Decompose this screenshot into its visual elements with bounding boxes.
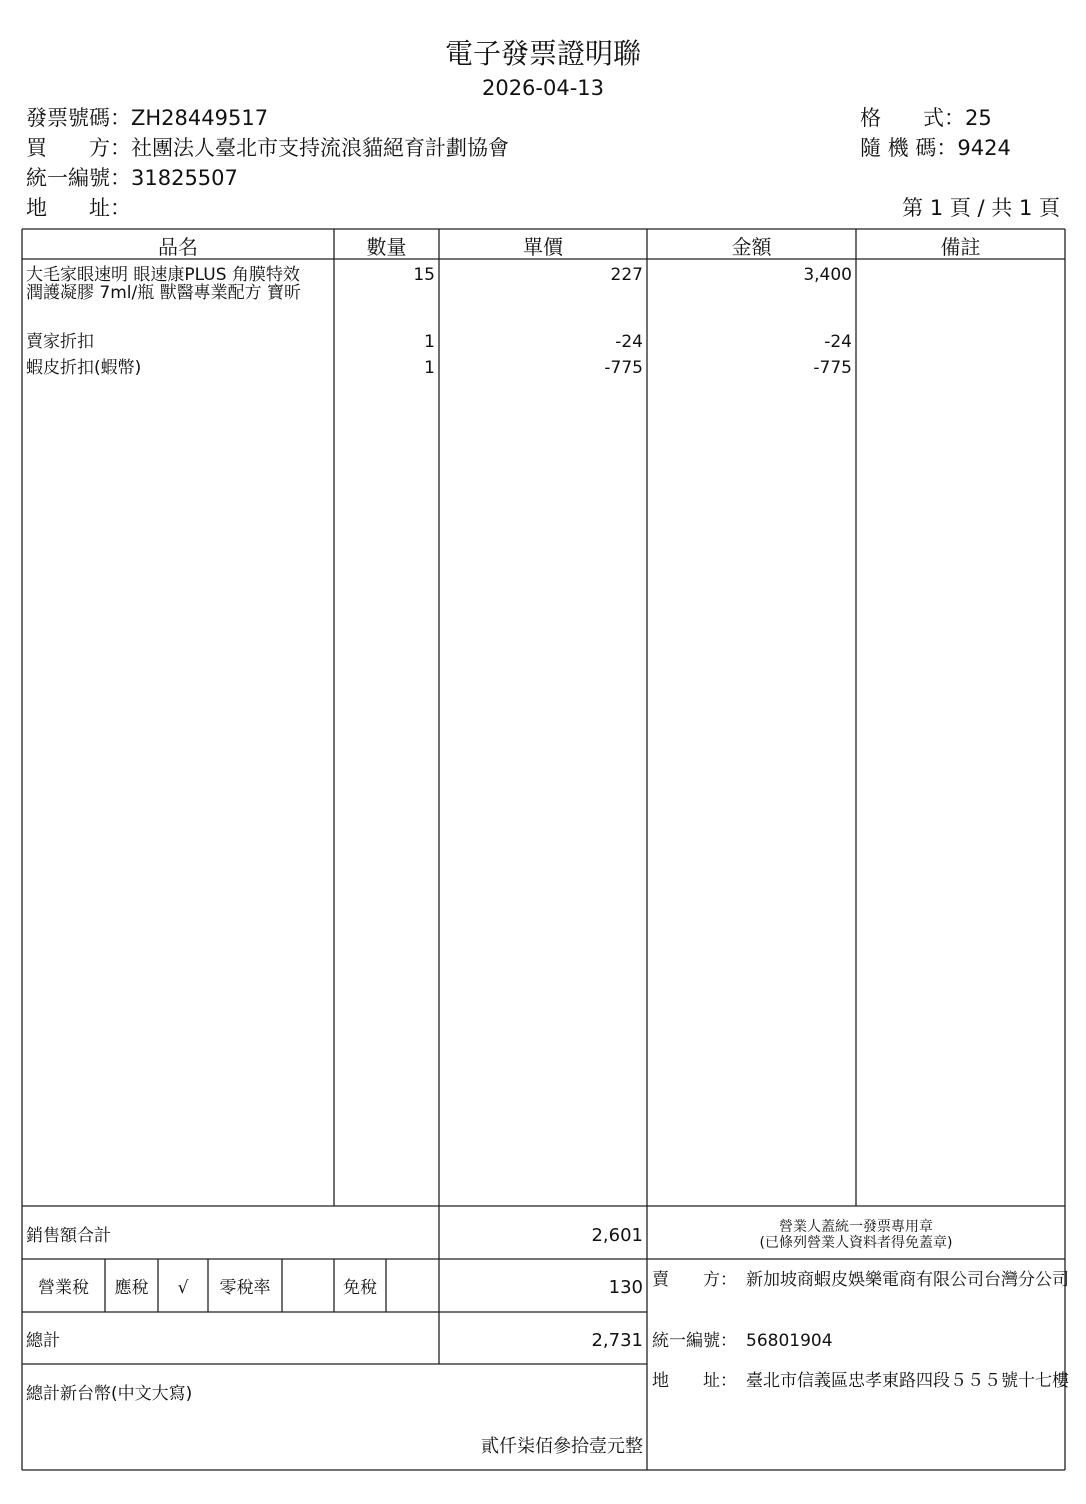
taxable-checkmark: √ <box>177 1278 189 1298</box>
random-code-row <box>860 134 1011 162</box>
table-row-amount: 3,400 <box>803 265 852 285</box>
sales-total-label: 銷售額合計 <box>26 1226 111 1246</box>
buyer-row <box>26 134 509 162</box>
table-row-item-name: 大毛家眼速明 眼速康PLUS 角膜特效潤護凝膠 7ml/瓶 獸醫專業配方 寶昕 <box>26 265 302 303</box>
table-row-item-name: 賣家折扣 <box>26 332 94 352</box>
seller-name-label: 賣 方： <box>652 1270 737 1290</box>
chinese-total-label: 總計新台幣(中文大寫) <box>26 1384 193 1404</box>
grand-total-value: 2,731 <box>591 1330 643 1351</box>
table-row-quantity: 1 <box>424 332 435 352</box>
format-row <box>860 104 992 132</box>
stamp-note-line1: 營業人蓋統一發票專用章 <box>779 1219 933 1235</box>
buyer-address-row <box>26 194 131 222</box>
buyer-address-label: 地 址： <box>26 196 131 220</box>
random-code: 9424 <box>957 136 1011 160</box>
table-row-amount: -24 <box>824 332 852 352</box>
invoice-number-row <box>26 104 268 132</box>
table-row-item-name: 蝦皮折扣(蝦幣) <box>26 358 142 378</box>
column-header-unit-price: 單價 <box>523 235 563 259</box>
invoice-title: 電子發票證明聯 <box>444 37 641 70</box>
random-code-label: 隨 機 碼： <box>860 136 958 160</box>
table-row-quantity: 15 <box>413 265 435 285</box>
seller-address: 臺北市信義區忠孝東路四段５５５號十七樓 <box>746 1371 1069 1391</box>
seller-address-label: 地 址： <box>652 1371 737 1391</box>
table-row-unit-price: 227 <box>610 265 643 285</box>
table-row-unit-price: -24 <box>615 332 643 352</box>
buyer-label: 買 方： <box>26 136 131 160</box>
column-header-amount: 金額 <box>731 235 772 259</box>
format-value: 25 <box>965 106 992 130</box>
format-label: 格 式： <box>860 106 965 130</box>
taxable-label: 應稅 <box>114 1278 149 1298</box>
invoice-number: ZH28449517 <box>131 106 269 130</box>
tax-exempt-label: 免稅 <box>343 1278 377 1298</box>
chinese-total-value: 貳仟柒佰參拾壹元整 <box>481 1436 643 1457</box>
buyer-tax-id: 31825507 <box>131 166 238 190</box>
table-row-quantity: 1 <box>424 358 435 378</box>
buyer-tax-id-label: 統一編號： <box>26 166 131 190</box>
table-row-unit-price: -775 <box>604 358 643 378</box>
seller-tax-id: 56801904 <box>746 1331 833 1351</box>
invoice-number-label: 發票號碼： <box>26 106 131 130</box>
column-header-quantity: 數量 <box>366 235 407 259</box>
buyer-name: 社團法人臺北市支持流浪貓絕育計劃協會 <box>131 136 509 160</box>
seller-name: 新加坡商蝦皮娛樂電商有限公司台灣分公司 <box>746 1270 1069 1290</box>
buyer-tax-id-row <box>26 164 238 192</box>
zero-rate-label: 零稅率 <box>219 1278 271 1298</box>
seller-tax-id-label: 統一編號： <box>652 1331 737 1351</box>
business-tax-label: 營業稅 <box>38 1278 89 1298</box>
column-header-item: 品名 <box>158 235 198 259</box>
stamp-note-line2: (已條列營業人資料者得免蓋章) <box>759 1235 953 1251</box>
invoice-date: 2026-04-13 <box>481 76 605 100</box>
sales-total-value: 2,601 <box>591 1225 643 1246</box>
page-info: 第 1 頁 / 共 1 頁 <box>902 196 1060 220</box>
grand-total-label: 總計 <box>26 1331 60 1351</box>
table-row-amount: -775 <box>813 358 852 378</box>
column-header-note: 備註 <box>940 235 981 259</box>
tax-amount-value: 130 <box>608 1277 643 1298</box>
